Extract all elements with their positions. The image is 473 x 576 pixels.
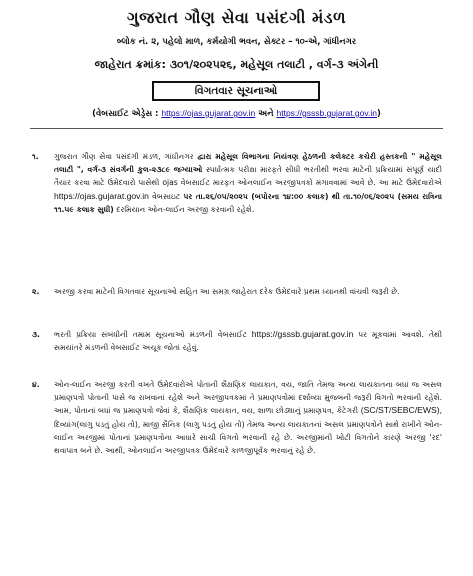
item-text-part: ગુજરાત ગૌણ સેવા પસંદગી મંડળ, ગાંધીનગર <box>54 152 198 161</box>
office-address: બ્લોક નં. ૨, પહેલો માળ, કર્મયોગી ભવન, સેક્ટર – ૧૦-એ, ગાંધીનગર <box>116 37 357 47</box>
org-title: ગુજરાત ગૌણ સેવા પસંદગી મંડળ <box>126 8 347 27</box>
website-address-line <box>0 108 473 119</box>
item-text-part: વેબસાઇટ <box>148 191 184 201</box>
item-text-part: અરજી કરવા માટેની વિગતવાર સૂચનાઓ સહિત આ સમગ્ર જાહેરાત દરેક ઉમેદવારે પ્રથમ ધ્યાનથી વાંચવી જરૂરી છે. <box>54 287 400 296</box>
gsssb-url-text: https://gsssb.gujarat.gov.in <box>251 329 354 339</box>
item-text <box>54 285 442 298</box>
item-text-part: ઓન-લાઈન અરજી કરતી વખતે ઉમેદવારોએ પોતાની શૈક્ષણિક લાયકાત, વય, જાતિ તેમજ અન્ય લાયકાતના બધાં જ અસલ પ્રમાણપત્રો પોતાની પાસે જ રાખવાનાં રહેશે અને અરજીપત્રકમાં તે પ્રમાણપત્રોમાં દર્શાવ્યા મુજબની જરૂરી વિગતો ભરવાની રહેશે. આમ, પોતાનાં બધાં જ પ્રમાણપત્રો જેવાં કે, શૈક્ષણિક લાયકાત, વય, શાળા છોડ્યાનું પ્રમાણપત્ર, કેટેગરી <box>54 380 442 416</box>
website-prefix: (વેબસાઈટ એડ્રેસ : <box>92 109 162 119</box>
item-text <box>54 328 442 354</box>
item-text-part: સ્પર્ધાત્મક પરીક્ષા મારફતે સીધી ભરતીથી ભરવા માટેની પ્રક્રિયામાં સંપૂર્ણ યાદી તૈયાર કરવા માટે ઉમેદવારો પાસેથી ojas વેબસાઈટ મારફત ઓનલાઈન અરજીપત્રકો મંગાવવામાં આવે છે. આ માટે ઉમેદવારોએ <box>54 165 442 188</box>
item-number: ૨. <box>32 287 40 296</box>
website-and: અને <box>255 109 277 119</box>
gsssb-website-link[interactable]: https://gsssb.gujarat.gov.in <box>276 108 377 118</box>
instruction-item-1 <box>32 150 442 216</box>
advertisement-heading: જાહેરાત ક્રમાંક: ૩૦૧/૨૦૨૫૨૬, મહેસૂલ તલાટી , વર્ગ-૩ અંગેની <box>94 58 379 71</box>
item-text-part: , દિવ્યાંગ(લાગુ પડતું હોય તો), માજી સૈનિક (લાગુ પડતું હોય તો) તેમજ અન્ય લાયકાતનાં અસલ પ્રમાણપત્રોને સાથે રાખીને ઓન-લાઈન અરજીમાં પોતાનાં પ્રમાણપત્રોના આધારે સાચી વિગતો ભરવાની રહે છે. અરજીમાંની ખોટી વિગતોને કારણે અરજી 'રદ' થવાપાત્ર બને છે. આથી, ઓનલાઈન અરજીપત્રક ઉમેદવારે કાળજીપૂર્વક ભરવાનું રહે છે. <box>54 406 442 456</box>
ojas-url-text: https://ojas.gujarat.gov.in <box>54 190 149 201</box>
item-text <box>54 378 442 457</box>
notice-title-box <box>152 81 320 101</box>
website-suffix: ) <box>376 109 381 119</box>
category-codes: (SC/ST/SEBC/EWS) <box>360 405 440 416</box>
instruction-item-3 <box>32 328 442 354</box>
item-number: ૧. <box>32 152 39 161</box>
item-text-part: દરમિયાન ઓન-લાઈન અરજી કરવાની રહેશે. <box>113 204 255 214</box>
item-text <box>54 150 442 216</box>
item-number: ૪. <box>32 380 40 389</box>
item-text-part: ભરતી પ્રક્રિયા સંબંધીની તમામ સૂચનાઓ મંડળની વેબસાઈટ <box>54 330 252 339</box>
item-text-part: પર મૂકવામાં આવશે. તેથી સમયાંતરે મંડળની વેબસાઈટ અચૂક જોતાં રહેવું. <box>54 330 443 353</box>
item-number: ૩. <box>32 330 40 339</box>
notice-title: વિગતવાર સૂચનાઓ <box>194 85 278 97</box>
instruction-item-4 <box>32 378 442 457</box>
item-text-bold: દ્વારા મહેસૂલ વિભાગના નિયંત્રણ હેઠળની કલેક્ટર કચેરી હસ્તકની " મહેસૂલ તલાટી ", વર્ગ-૩ સંવર્ગની કુલ-૨૩૮૯ જગ્યાઓ <box>54 152 442 175</box>
ojas-website-link[interactable]: https://ojas.gujarat.gov.in <box>161 108 256 118</box>
header-divider <box>30 128 443 129</box>
instruction-item-2 <box>32 285 442 298</box>
item-text-bold: પર તા.૨૬/૦૫/૨૦૨૫ (બપોરના ૧૪:૦૦ કલાક) થી તા.૧૦/૦૬/૨૦૨૫ (સમય રાત્રિના ૧૧.૫૯ કલાક સુધી) <box>54 191 442 214</box>
